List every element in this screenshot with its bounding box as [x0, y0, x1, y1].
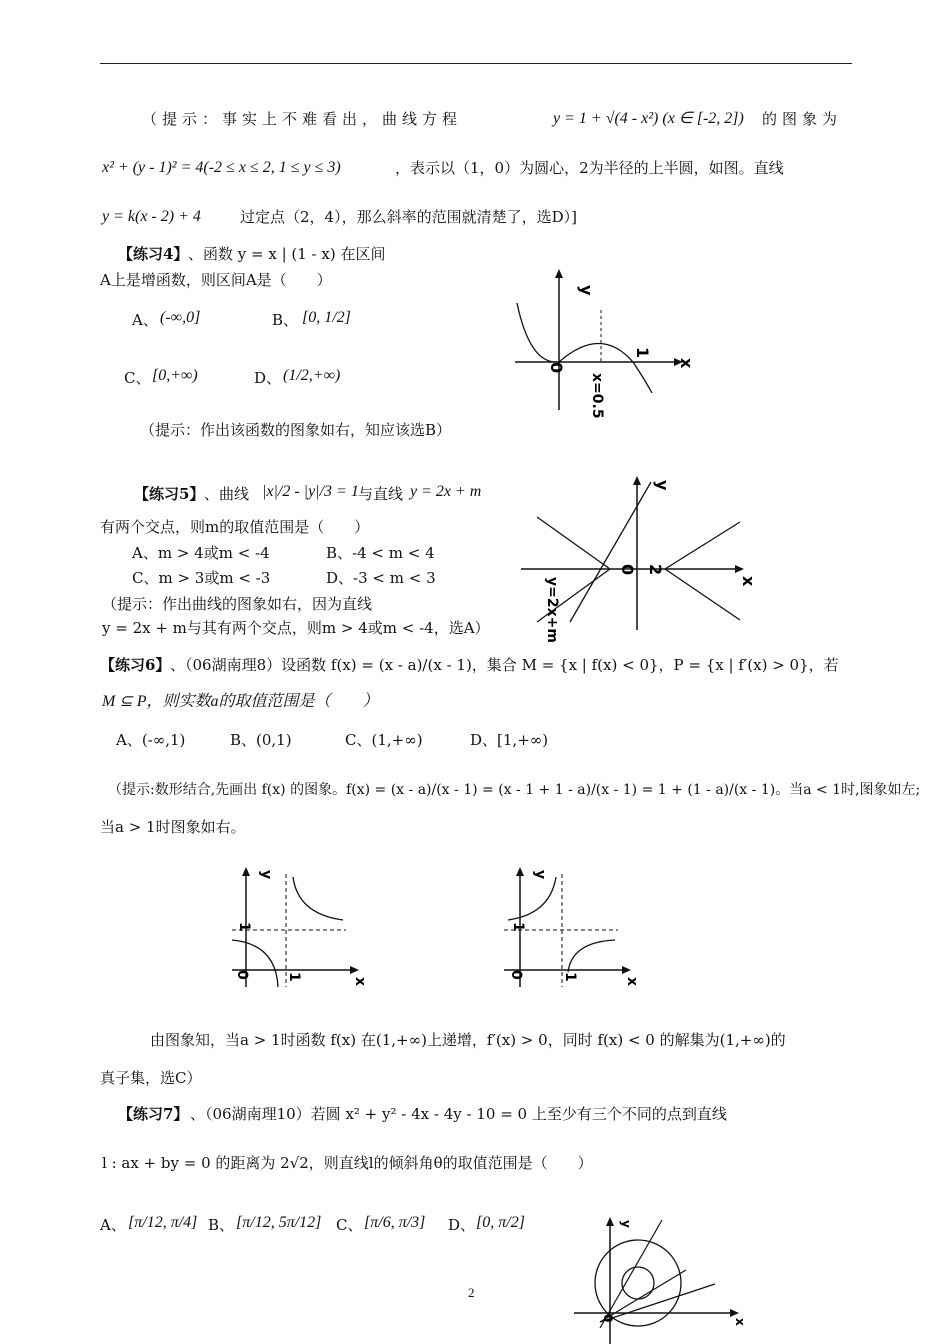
g1-x-label: x — [352, 977, 368, 987]
ex7-option-d-label: D、 — [448, 1216, 476, 1234]
ex5-y-label: y — [653, 480, 672, 491]
ex4-option-b-label: B、 — [272, 311, 299, 329]
g1-one-x-label: 1 — [286, 972, 302, 982]
g2-curve-right — [568, 940, 615, 972]
g1-curve-left — [232, 940, 278, 987]
ex5-x-label: x — [739, 576, 758, 587]
ex6-question1: 、（06湖南理8）设函数 f(x) = (x - a)/(x - 1)，集合 M = {x | f(x) < 0}，P = {x | f′(x) > 0}，若 — [170, 656, 839, 674]
ex7-graph — [570, 1210, 745, 1344]
header-rule — [100, 63, 852, 64]
ex5-line-y2xm — [570, 482, 651, 622]
ex7-option-a: [π/12, π/4] — [128, 1214, 198, 1231]
ex4-origin-label: 0 — [547, 362, 566, 374]
hint3-formula1: y = 1 + √(4 - x²) (x ∈ [-2, 2]) — [553, 110, 744, 127]
ex5-branch-right-up — [665, 522, 740, 569]
ex7-origin-label: 0 — [601, 1314, 615, 1323]
ex4-heading: 【练习4】 — [118, 245, 189, 263]
ex7-heading: 【练习7】 — [118, 1105, 189, 1123]
ex4-option-a-label: A、 — [132, 311, 158, 329]
g2-one-x-label: 1 — [562, 972, 578, 982]
ex5-hint1: （提示：作出曲线的图象如右，因为直线 — [102, 595, 373, 613]
ex4-option-a: (-∞,0] — [160, 309, 201, 326]
ex5-two-label: 2 — [646, 564, 665, 576]
g2-x-label: x — [624, 977, 640, 987]
g1-y-arrow — [242, 867, 250, 876]
ex4-option-d-label: D、 — [254, 369, 282, 387]
ex4-option-d: (1/2,+∞) — [283, 367, 341, 384]
ex5-option-d: D、-3 < m < 3 — [326, 569, 436, 587]
ex4-curve — [517, 303, 652, 393]
ex4-y-label: y — [577, 285, 596, 296]
ex4-option-c-label: C、 — [124, 369, 151, 387]
ex7-y-label: y — [619, 1220, 633, 1228]
g2-y-label: y — [532, 870, 548, 880]
g1-y-label: y — [258, 870, 274, 880]
ex5-option-b: B、-4 < m < 4 — [326, 544, 435, 562]
ex4-question2: A上是增函数，则区间A是（ ） — [100, 271, 332, 289]
ex5-branch-left-up — [537, 517, 610, 569]
hint3-line1b: 的图象为 — [762, 110, 843, 128]
ex6-hint1: （提示:数形结合,先画出 f(x) 的图象。f(x) = (x - a)/(x - 1) = (x - 1 + 1 - a)/(x - 1) = 1 + (1 - a)/(x - 1)。当a < 1时,图象如左; — [108, 782, 921, 798]
ex6-heading: 【练习6】 — [100, 656, 171, 674]
g2-origin-label: 0 — [508, 970, 524, 980]
ex7-x-arrow — [730, 1309, 739, 1317]
hint3-formula2: x² + (y - 1)² = 4(-2 ≤ x ≤ 2, 1 ≤ y ≤ 3) — [102, 159, 341, 176]
ex7-y-arrow — [606, 1217, 614, 1226]
ex4-half-label: x=0.5 — [589, 373, 605, 419]
ex4-option-c: [0,+∞) — [152, 367, 198, 384]
ex5-option-c: C、m > 3或m < -3 — [132, 569, 271, 587]
ex7-option-c-label: C、 — [336, 1216, 363, 1234]
ex7-option-c: [π/6, π/3] — [364, 1214, 426, 1231]
ex6-option-d: D、[1,+∞) — [470, 731, 549, 749]
ex7-question2: l : ax + by = 0 的距离为 2√2，则直线l的倾斜角θ的取值范围是（ ） — [102, 1154, 593, 1172]
g1-origin-label: 0 — [234, 970, 250, 980]
ex5-option-a: A、m > 4或m < -4 — [132, 544, 270, 562]
g2-x-arrow — [622, 966, 631, 974]
ex4-option-b: [0, 1/2] — [302, 309, 351, 326]
ex7-line-shallow — [600, 1284, 715, 1322]
ex7-option-b-label: B、 — [208, 1216, 235, 1234]
ex5-branch-right-down — [665, 569, 740, 620]
ex5-hint2: y = 2x + m与其有两个交点，则m > 4或m < -4，选A） — [102, 619, 490, 637]
ex4-y-arrow — [555, 269, 563, 278]
ex4-x-label: x — [677, 358, 696, 369]
ex5-line-formula: y = 2x + m — [410, 483, 482, 500]
ex6-question2: M ⊆ P，则实数a的取值范围是（ ） — [102, 693, 379, 710]
ex5-heading: 【练习5】 — [134, 485, 205, 503]
g1-curve-right — [293, 877, 343, 920]
g1-one-y-label: 1 — [236, 922, 252, 932]
ex6-hint2: 当a > 1时图象如右。 — [100, 818, 246, 836]
ex5-x-arrow — [735, 565, 744, 573]
ex4-graph — [505, 265, 705, 419]
page-number: 2 — [468, 1285, 475, 1300]
g2-one-y-label: 1 — [510, 922, 526, 932]
hint3-line3: 过定点（2，4），那么斜率的范围就清楚了，选D）] — [240, 208, 577, 226]
ex5-question2: 有两个交点，则m的取值范围是（ ） — [100, 518, 370, 536]
ex6-conclusion1: 由图象知，当a > 1时函数 f(x) 在(1,+∞)上递增，f′(x) > 0，同时 f(x) < 0 的解集为(1,+∞)的 — [150, 1031, 786, 1049]
ex6-graph-right — [500, 862, 640, 992]
g2-curve-left — [508, 877, 556, 920]
hint3-formula3: y = k(x - 2) + 4 — [102, 208, 201, 225]
ex7-option-a-label: A、 — [100, 1216, 126, 1234]
ex5-origin-label: 0 — [618, 564, 637, 576]
ex6-option-b: B、(0,1) — [230, 731, 292, 749]
ex5-question1b: 与直线 — [358, 485, 404, 503]
ex4-one-label: 1 — [633, 347, 652, 359]
ex5-line-label: y=2x+m — [544, 577, 560, 643]
ex7-option-b: [π/12, 5π/12] — [236, 1214, 322, 1231]
ex6-conclusion2: 真子集，选C） — [100, 1069, 202, 1087]
ex6-option-c: C、(1,+∞) — [345, 731, 423, 749]
ex7-question1: 、（06湖南理10）若圆 x² + y² - 4x - 4y - 10 = 0 上至少有三个不同的点到直线 — [190, 1105, 727, 1123]
ex6-graph-left — [228, 862, 368, 992]
ex6-option-a: A、(-∞,1) — [116, 731, 186, 749]
ex5-curve-formula: |x|/2 - |y|/3 = 1 — [262, 483, 359, 500]
ex7-x-label: x — [733, 1318, 747, 1326]
ex4-hint: （提示：作出该函数的图象如右，知应该选B） — [140, 421, 452, 439]
ex5-question1a: 、曲线 — [204, 485, 250, 503]
hint3-line2: ，表示以（1，0）为圆心，2为半径的上半圆，如图。直线 — [395, 159, 784, 177]
g2-y-arrow — [516, 867, 524, 876]
ex7-circle-inner — [622, 1267, 654, 1299]
hint3-line1a: （提示：事实上不难看出，曲线方程 — [142, 110, 463, 128]
ex4-question1: 、函数 y = x | (1 - x) 在区间 — [188, 245, 386, 263]
g1-x-arrow — [350, 966, 359, 974]
ex5-graph — [515, 472, 760, 643]
ex5-y-arrow — [633, 476, 641, 485]
ex7-option-d: [0, π/2] — [476, 1214, 525, 1231]
